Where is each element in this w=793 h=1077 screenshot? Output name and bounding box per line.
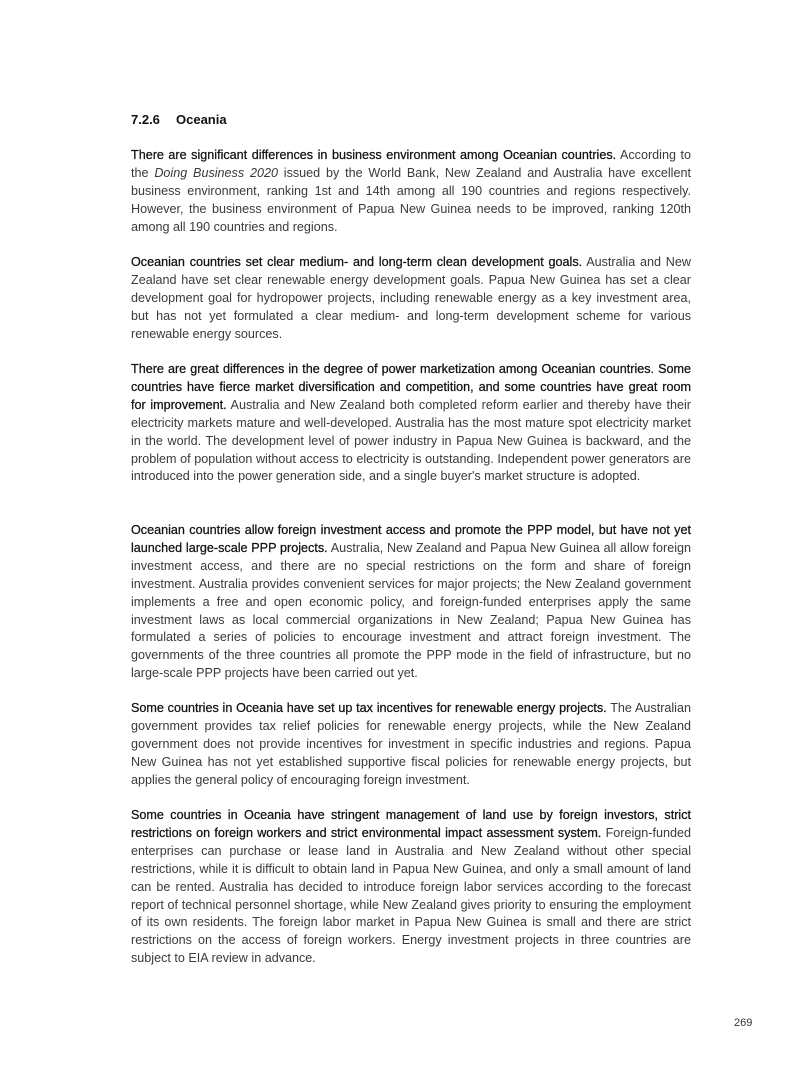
section-heading (131, 112, 227, 127)
paragraph-body: Australia and New Zealand have set clear renewable energy development goals. Papua New Guinea has set a clear development goal for hydropower projects, including renewable energy as a key investment area, but has not yet formulated a clear medium- and long-term development scheme for various renewable energy sources. (131, 255, 691, 341)
paragraph-business-environment (131, 147, 691, 237)
paragraph-body: According to the (131, 148, 692, 180)
paragraph-lead: Oceanian countries allow foreign investment access and promote the PPP model, but have not yet launched large-scale PPP projects. (131, 523, 691, 555)
section-number: 7.2.6 (131, 112, 160, 127)
paragraph-power-marketization (131, 361, 691, 486)
paragraph-lead: There are great differences in the degree of power marketization among Oceanian countries. Some countries have fierce market diversification and competition, and some countries have great room for improvement. (131, 362, 691, 412)
page-number: 269 (734, 1017, 753, 1029)
paragraph-body: Australia, New Zealand and Papua New Guinea all allow foreign investment access, and there are no special restrictions on the form and share of foreign investment. Australia provides convenient services for major projects; the New Zealand government implements a free and open economic policy, and foreign-funded enterprises apply the same investment laws as local commercial organizations in New Zealand; Papua New Guinea has formulated a series of policies to encourage investment and attract foreign investment. The governments of the three countries all promote the PPP mode in the field of infrastructure, but no large-scale PPP projects have been carried out yet. (131, 540, 691, 681)
paragraph-foreign-investment-ppp (131, 522, 691, 683)
publication-title: Doing Business 2020 (154, 165, 278, 180)
paragraph-tax-incentives (131, 700, 691, 790)
paragraph-body: Australia and New Zealand both completed reform earlier and thereby have their electricity markets mature and well-developed. Australia has the most mature spot electricity market in the world. The development level of power industry in Papua New Guinea is backward, and the problem of population without access to electricity is outstanding. Independent power generators are introduced into the power generation side, and a single buyer's market structure is adopted. (131, 397, 691, 484)
paragraph-lead: Some countries in Oceania have set up tax incentives for renewable energy projects. (131, 701, 607, 715)
paragraph-lead: Some countries in Oceania have stringent management of land use by foreign investors, strict restrictions on foreign workers and strict environmental impact assessment system. (131, 808, 691, 840)
paragraph-body: The Australian government provides tax relief policies for renewable energy projects, while the New Zealand government does not provide incentives for investment in specific industries and regions. Papua New Guinea has not yet established supportive fiscal policies for renewable energy projects, but applies the general policy of encouraging foreign investment. (131, 701, 691, 787)
paragraph-land-labor-eia (131, 807, 691, 968)
paragraph-lead: There are significant differences in business environment among Oceanian countries. (131, 148, 617, 162)
paragraph-body: issued by the World Bank, New Zealand and Australia have excellent business environment, ranking 1st and 14th among all 190 countries and regions respectively. However, the business environment of Papua New Guinea needs to be improved, ranking 120th among all 190 countries and regions. (131, 165, 691, 234)
section-title: Oceania (176, 112, 227, 127)
paragraph-development-goals (131, 254, 691, 344)
paragraph-lead: Oceanian countries set clear medium- and long-term clean development goals. (131, 255, 583, 269)
paragraph-body: Foreign-funded enterprises can purchase or lease land in Australia and New Zealand without other special restrictions, while it is difficult to obtain land in Papua New Guinea, and only a small amount of land can be rented. Australia has decided to introduce foreign labor services according to the forecast report of technical personnel shortage, while New Zealand gives priority to ensuring the employment of its own residents. The foreign labor market in Papua New Guinea is small and there are strict restrictions on the access of foreign workers. Energy investment projects in three countries are subject to EIA review in advance. (131, 825, 691, 966)
